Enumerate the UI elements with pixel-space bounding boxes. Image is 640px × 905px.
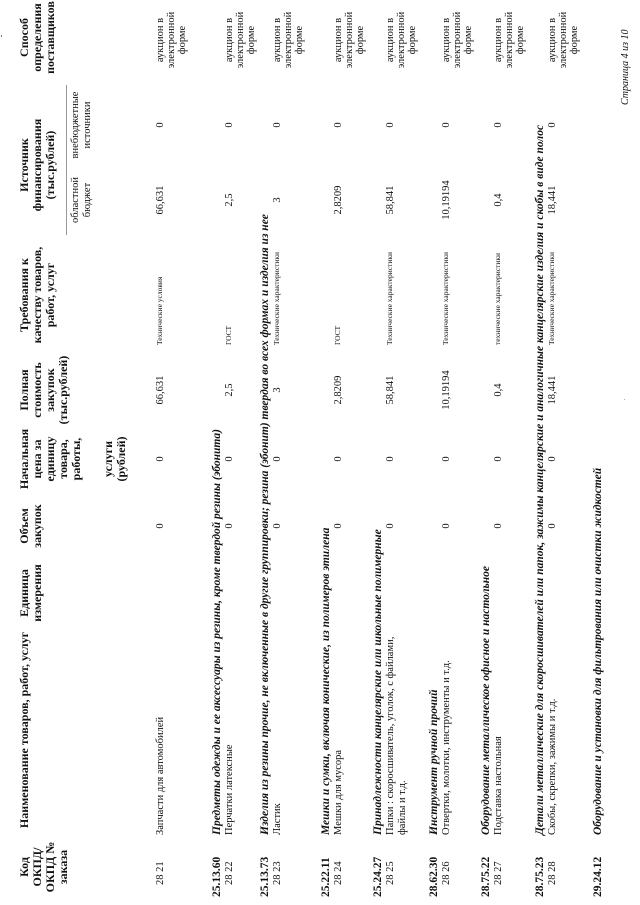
row-4-volume: 0 (333, 523, 344, 529)
row-1-total: 66,631 (155, 375, 166, 405)
row-4-name: Мешки для мусора (333, 749, 344, 835)
row-1-name: Запчасти для автомобилей (155, 716, 166, 835)
row-3-extra: 0 (272, 122, 283, 128)
row-5-requirements: Технические характеристики (385, 251, 394, 345)
row-2-volume: 0 (224, 523, 235, 529)
row-7-total: 0,4 (493, 383, 504, 397)
row-7-requirements: технические характеристики (493, 252, 502, 345)
row-3-volume: 0 (272, 523, 283, 529)
row-7-regional: 0,4 (493, 193, 504, 207)
row-5-total: 58,841 (385, 375, 396, 405)
row-5-price: 0 (385, 456, 396, 462)
row-3-price: 0 (272, 456, 283, 462)
group-2-code: 25.13.60 (211, 856, 223, 897)
row-6-total: 10,19194 (441, 370, 452, 410)
row-6-extra: 0 (441, 122, 452, 128)
group-7-title: Оборудование металлическое офисное и настольное (480, 565, 492, 835)
row-2-requirements: ГОСТ (224, 325, 233, 345)
row-5-name: Папки : скоросшиватель, уголок, с файлами, файлы и т.д. (385, 636, 408, 835)
row-6-volume: 0 (441, 523, 452, 529)
row-1-method: аукцион в электронной форме (155, 11, 188, 69)
header-funding-extra: внебюджетные источники (70, 91, 93, 159)
row-3-regional: 3 (272, 197, 283, 203)
row-6-order: 28 26 (441, 861, 452, 885)
row-2-extra: 0 (224, 122, 235, 128)
row-4-total: 2,8209 (333, 375, 344, 405)
row-7-method: аукцион в электронной форме (493, 11, 526, 69)
row-2-name: Перчатки латексные (224, 744, 235, 835)
group-3-title: Изделия из резины прочие, не включенные в другие группировки; резина (эбонит) твердая во всех формах и изделия из нее (259, 214, 271, 835)
row-4-method: аукцион в электронной форме (333, 11, 366, 69)
group-5-title: Принадлежности канцелярские или школьные полимерные (372, 529, 384, 835)
row-1-order: 28 21 (155, 861, 166, 885)
row-8-method: аукцион в электронной форме (547, 11, 580, 69)
row-6-name: Отвертки, молотки, инструменты и т.д. (441, 660, 452, 835)
row-1-extra: 0 (155, 122, 166, 128)
group-2-title: Предметы одежды и ее аксессуары из резины, кроме твердой резины (эбонита) (211, 429, 223, 835)
row-5-method: аукцион в электронной форме (385, 11, 418, 69)
row-8-order: 28 28 (547, 861, 558, 885)
row-4-extra: 0 (333, 122, 344, 128)
row-1-price: 0 (155, 456, 166, 462)
row-8-total: 18,441 (547, 375, 558, 405)
group-6-code: 28.62.30 (428, 856, 440, 897)
row-1-requirements: Технические условия (155, 276, 164, 345)
header-name: Наименование товаров, работ, услуг (17, 631, 31, 829)
row-6-price: 0 (441, 456, 452, 462)
row-2-order: 28 22 (224, 861, 235, 885)
row-6-method: аукцион в электронной форме (441, 11, 474, 69)
row-3-total: 3 (272, 387, 283, 393)
row-3-order: 28 23 (272, 861, 283, 885)
row-8-regional: 18,441 (547, 185, 558, 215)
row-6-requirements: Технические характеристики (441, 251, 450, 345)
header-funding: Источник финансирования (тыс.рублей) (17, 118, 57, 212)
group-9-title: Оборудование и установки для фильтрования или очистки жидкостей (592, 467, 604, 835)
header-price: Начальная цена за единицу товара, работы, (17, 428, 83, 490)
header-total: Полная стоимость закупок (тыс.рублей) (17, 355, 70, 425)
group-4-title: Мешки и сумки, включая конические, из полимеров этилена (320, 527, 332, 835)
header-method: Способ определения поставщиков (17, 1, 57, 74)
row-1-volume: 0 (155, 523, 166, 529)
row-8-name: Скобы, скрепки, зажимы и т.д. (547, 698, 558, 835)
row-7-order: 28 27 (493, 861, 504, 885)
row-3-method: аукцион в электронной форме (272, 11, 305, 69)
group-3-code: 25.13.73 (259, 856, 271, 897)
header-volume: Объем закупок (17, 504, 44, 548)
header-code: Код ОКПД/ ОКПД № заказа (17, 841, 70, 893)
group-4-code: 25.22.11 (320, 857, 332, 897)
group-8-code: 28.75.23 (534, 856, 546, 897)
row-7-extra: 0 (493, 122, 504, 128)
row-7-volume: 0 (493, 523, 504, 529)
row-3-name: Ластик (272, 803, 283, 835)
scan-mark (1, 35, 2, 37)
header-funding-regional: областной бюджет (70, 177, 93, 223)
row-7-name: Подставка настольная (493, 736, 504, 835)
row-2-method: аукцион в электронной форме (224, 11, 257, 69)
row-3-requirements: Технические характеристики (272, 251, 281, 345)
row-2-regional: 2,5 (224, 193, 235, 207)
header-requirements: Требования к качеству товаров, работ, услуг (17, 246, 57, 344)
group-9-code: 29.24.12 (592, 856, 604, 897)
group-6-title: Инструмент ручной прочий (428, 689, 440, 835)
row-7-price: 0 (493, 456, 504, 462)
header-unit: Единица измерения (17, 564, 44, 622)
row-8-requirements: Технические характеристики (547, 251, 556, 345)
row-4-order: 28 24 (333, 861, 344, 885)
row-8-volume: 0 (547, 523, 558, 529)
row-5-extra: 0 (385, 122, 396, 128)
row-5-order: 28 25 (385, 861, 396, 885)
header-price-tail: услуги (рублей) (101, 436, 128, 482)
row-5-regional: 58,841 (385, 185, 396, 215)
row-4-requirements: ГОСТ (333, 325, 342, 345)
scan-mark (624, 399, 625, 400)
row-6-regional: 10,19194 (441, 180, 452, 220)
group-8-title: Детали металлические для скоросшивателей или папок, зажимы канцелярские и аналогичные канцелярские изделия и скобы в виде полос (534, 124, 546, 835)
row-4-price: 0 (333, 456, 344, 462)
group-7-code: 28.75.22 (480, 856, 492, 897)
page-number: Страница 4 из 10 (620, 29, 631, 105)
funding-divider (66, 85, 67, 235)
row-1-regional: 66,631 (155, 185, 166, 215)
row-8-extra: 0 (547, 122, 558, 128)
row-2-total: 2,5 (224, 383, 235, 397)
row-5-volume: 0 (385, 523, 396, 529)
row-8-price: 0 (547, 456, 558, 462)
group-5-code: 25.24.27 (372, 856, 384, 897)
row-4-regional: 2,8209 (333, 185, 344, 215)
row-2-price: 0 (224, 456, 235, 462)
